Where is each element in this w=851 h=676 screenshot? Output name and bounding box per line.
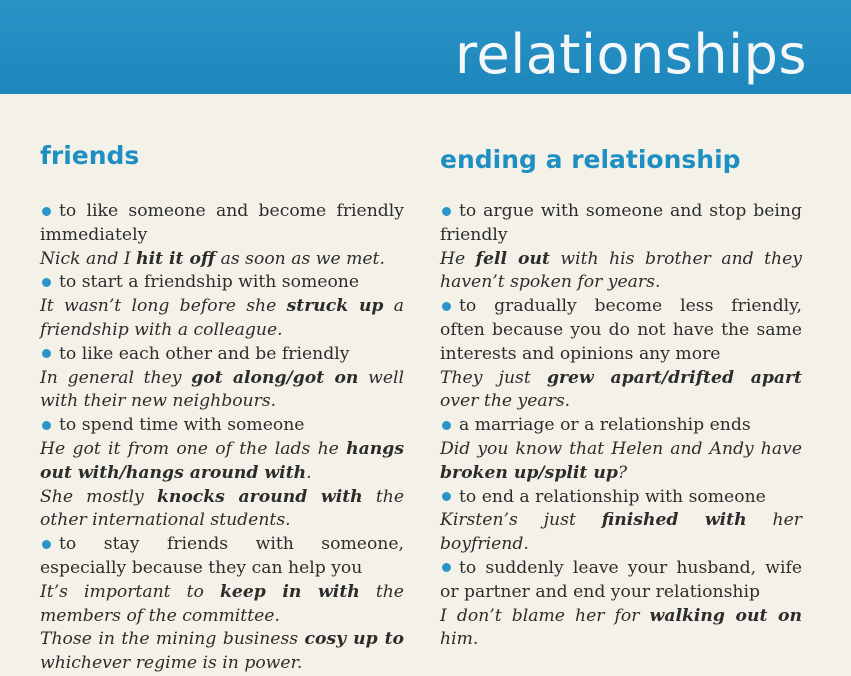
example-text: It’s important to: [40, 581, 220, 602]
definition: [40, 414, 404, 438]
example-text: well with their new neighbours.: [40, 367, 404, 412]
phrasal-verb-entry: [440, 486, 802, 557]
entry-list: [40, 200, 404, 676]
phrasal-verb: struck up: [286, 296, 384, 317]
section-heading-friends: friends: [40, 141, 140, 170]
definition-text: to end a relationship with someone: [459, 486, 766, 507]
example-text: I don’t blame her for: [440, 605, 650, 626]
example-text: him.: [440, 629, 479, 650]
example-text: He got it from one of the lads he: [40, 438, 347, 459]
example-sentence: [440, 605, 802, 653]
example-text: Nick and I: [40, 248, 137, 269]
example-sentence: [40, 486, 404, 534]
phrasal-verb: knocks around with: [156, 486, 363, 507]
example-text: over the years.: [440, 391, 571, 412]
example-text: They just: [440, 367, 547, 388]
phrasal-verb-entry: [440, 557, 802, 652]
definition-text: to start a friendship with someone: [59, 272, 360, 293]
bullet-icon: [442, 421, 451, 430]
phrasal-verb-entry: [440, 295, 802, 414]
definition-text: to argue with someone and stop being friendly: [440, 201, 802, 245]
definition-text: to like each other and be friendly: [59, 343, 350, 364]
phrasal-verb-entry: [40, 414, 404, 533]
example-sentence: [40, 367, 404, 415]
definition-text: to suddenly leave your husband, wife or partner and end your relationship: [440, 557, 802, 602]
example-text: Those in the mining business: [40, 629, 305, 650]
example-text: her boyfriend.: [440, 510, 802, 555]
example-text: Did you know that Helen and Andy have: [440, 438, 802, 459]
phrasal-verb: broken up/split up: [440, 462, 618, 483]
definition-text: to stay friends with someone, especially because they can help you: [40, 534, 404, 578]
definition: [40, 533, 404, 581]
phrasal-verb: walking out on: [649, 605, 802, 626]
example-sentence: [40, 248, 404, 272]
bullet-icon: [442, 492, 451, 501]
phrasal-verb: finished with: [601, 510, 747, 531]
phrasal-verb-entry: [40, 343, 404, 414]
bullet-icon: [442, 302, 451, 311]
example-sentence: [440, 248, 802, 296]
phrasal-verb: grew apart/drifted apart: [546, 367, 803, 388]
phrasal-verb: hangs out with/hangs around with: [40, 438, 404, 483]
definition: [440, 295, 802, 366]
example-text: a friendship with a colleague.: [40, 296, 405, 340]
phrasal-verb-entry: [40, 271, 404, 342]
example-sentence: [40, 438, 404, 486]
ending-relationship-column: [440, 138, 802, 652]
example-text: She mostly: [40, 486, 157, 507]
phrasal-verb: got along/got on: [191, 367, 359, 388]
example-sentence: [40, 581, 404, 629]
example-text: Kirsten’s just: [440, 510, 602, 531]
example-sentence: [40, 295, 404, 343]
definition: [440, 486, 802, 510]
example-sentence: [440, 438, 802, 486]
example-text: the other international students.: [40, 486, 404, 531]
bullet-icon: [442, 563, 451, 572]
phrasal-verb-entry: [440, 414, 802, 485]
bullet-icon: [42, 421, 51, 430]
example-text: whichever regime is in power.: [40, 653, 303, 674]
entry-list: [440, 200, 802, 652]
friends-column: [40, 138, 404, 676]
title-banner: [0, 0, 851, 94]
section-heading-ending-relationship: ending a relationship: [440, 145, 741, 174]
definition: [40, 271, 404, 295]
bullet-icon: [442, 207, 451, 216]
definition-text: to like someone and become friendly immediately: [40, 201, 404, 245]
example-text: In general they: [40, 367, 192, 388]
definition: [40, 343, 404, 367]
bullet-icon: [42, 349, 51, 358]
definition-text: to spend time with someone: [59, 415, 305, 436]
bullet-icon: [42, 278, 51, 287]
bullet-icon: [42, 207, 51, 216]
definition: [440, 200, 802, 248]
phrasal-verb-entry: [40, 533, 404, 676]
phrasal-verb: cosy up to: [304, 629, 404, 650]
definition-text: to gradually become less friendly, often because you do not have the same interests and opinions any more: [440, 296, 802, 364]
phrasal-verb-entry: [40, 200, 404, 271]
phrasal-verb-entry: [440, 200, 802, 295]
example-text: ?: [617, 462, 628, 483]
phrasal-verb: fell out: [475, 248, 550, 269]
example-sentence: [440, 509, 802, 557]
definition: [440, 557, 802, 605]
bullet-icon: [42, 540, 51, 549]
example-sentence: [40, 628, 404, 676]
example-text: the members of the committee.: [40, 581, 404, 626]
definition-text: a marriage or a relationship ends: [459, 415, 751, 436]
example-text: with his brother and they haven’t spoken for years.: [440, 248, 803, 293]
example-text: He: [440, 248, 476, 269]
definition: [40, 200, 404, 248]
example-sentence: [440, 367, 802, 415]
example-text: .: [306, 462, 312, 483]
example-text: as soon as we met.: [215, 248, 385, 269]
example-text: It wasn’t long before she: [40, 296, 287, 317]
page-title: relationships: [454, 23, 807, 86]
phrasal-verb: keep in with: [219, 581, 360, 602]
phrasal-verb: hit it off: [136, 248, 216, 269]
definition: [440, 414, 802, 438]
